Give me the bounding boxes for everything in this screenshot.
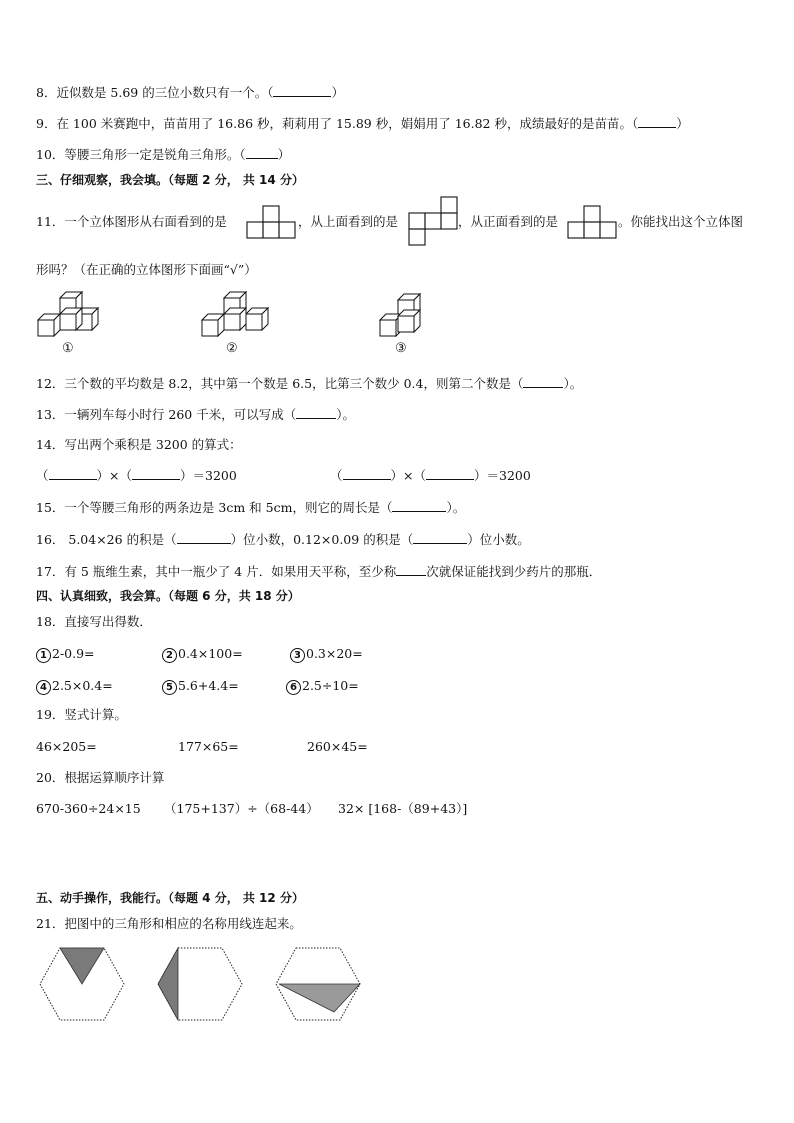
question-8: 8．近似数是 5.69 的三位小数只有一个。（ ） bbox=[36, 85, 344, 100]
top-view-figure bbox=[408, 196, 460, 246]
shaded-triangle-2[interactable] bbox=[158, 948, 178, 1020]
answer-blank[interactable] bbox=[177, 531, 231, 544]
question-11-text-b: ，从上面看到的是 bbox=[298, 214, 399, 229]
option-1-label[interactable]: ① bbox=[62, 341, 74, 356]
hexagon-figure-3[interactable] bbox=[274, 946, 364, 1026]
front-view-figure bbox=[567, 205, 619, 239]
q18-item-3: 3 0.3×20= bbox=[290, 646, 363, 663]
answer-blank[interactable] bbox=[396, 563, 426, 576]
question-16: 16． 5.04×26 的积是（ ）位小数，0.12×0.09 的积是（ ）位小数。 bbox=[36, 532, 530, 547]
question-11-text-a: 11．一个立体图形从右面看到的是 bbox=[36, 214, 227, 229]
hexagon-figure-1[interactable] bbox=[38, 946, 128, 1026]
question-11-text-e: 形吗？（在正确的立体图形下面画“√”） bbox=[36, 262, 257, 277]
solid-figure-1[interactable] bbox=[36, 290, 108, 338]
answer-blank[interactable] bbox=[132, 467, 180, 480]
answer-blank[interactable] bbox=[49, 467, 97, 480]
question-19: 19．竖式计算。 bbox=[36, 707, 127, 722]
q19-item-1: 46×205= bbox=[36, 739, 97, 754]
question-20: 20．根据运算顺序计算 bbox=[36, 770, 165, 785]
right-view-figure bbox=[246, 205, 298, 239]
answer-blank[interactable] bbox=[273, 84, 331, 97]
solid-figure-2[interactable] bbox=[200, 290, 272, 338]
question-15: 15．一个等腰三角形的两条边是 3cm 和 5cm，则它的周长是（ ）。 bbox=[36, 500, 466, 515]
q20-item-3: 32× [168-（89+43）] bbox=[338, 801, 468, 816]
q20-item-1: 670-360÷24×15 bbox=[36, 801, 141, 816]
section-4-heading: 四、认真细致，我会算。（每题 6 分，共 18 分） bbox=[36, 589, 300, 603]
answer-blank[interactable] bbox=[523, 375, 563, 388]
answer-blank[interactable] bbox=[392, 499, 446, 512]
q18-item-1: 1 2-0.9= bbox=[36, 646, 95, 663]
option-3-label[interactable]: ③ bbox=[395, 341, 407, 356]
q14-expression-2: （ ）×（ ）＝3200 bbox=[330, 468, 531, 483]
question-13: 13．一辆列车每小时行 260 千米，可以写成（ ）。 bbox=[36, 407, 355, 422]
q19-item-3: 260×45= bbox=[307, 739, 368, 754]
question-10: 10．等腰三角形一定是锐角三角形。（ ） bbox=[36, 147, 291, 162]
q18-item-4: 4 2.5×0.4= bbox=[36, 678, 113, 695]
question-18: 18．直接写出得数． bbox=[36, 614, 152, 629]
answer-blank[interactable] bbox=[343, 467, 391, 480]
question-21: 21．把图中的三角形和相应的名称用线连起来。 bbox=[36, 916, 302, 931]
question-14: 14．写出两个乘积是 3200 的算式： bbox=[36, 437, 242, 452]
section-3-heading: 三、仔细观察，我会填。（每题 2 分， 共 14 分） bbox=[36, 173, 304, 187]
question-9: 9．在 100 米赛跑中，苗苗用了 16.86 秒，莉莉用了 15.89 秒，娟娟用了 16.82 秒，成绩最好的是苗苗。（ ） bbox=[36, 116, 689, 131]
answer-blank[interactable] bbox=[296, 406, 336, 419]
question-12: 12．三个数的平均数是 8.2，其中第一个数是 6.5，比第三个数少 0.4，则第二个数是（ ）。 bbox=[36, 376, 583, 391]
q20-item-2: （175+137）÷（68-44） bbox=[164, 801, 319, 816]
q18-item-5: 5 5.6+4.4= bbox=[162, 678, 239, 695]
section-5-heading: 五、动手操作，我能行。（每题 4 分， 共 12 分） bbox=[36, 891, 304, 905]
q18-item-2: 2 0.4×100= bbox=[162, 646, 243, 663]
answer-blank[interactable] bbox=[413, 531, 467, 544]
answer-blank[interactable] bbox=[426, 467, 474, 480]
q18-item-6: 6 2.5÷10= bbox=[286, 678, 359, 695]
q19-item-2: 177×65= bbox=[178, 739, 239, 754]
option-2-label[interactable]: ② bbox=[226, 341, 238, 356]
q14-expression-1: （ ）×（ ）＝3200 bbox=[36, 468, 237, 483]
hexagon-figure-2[interactable] bbox=[156, 946, 246, 1026]
answer-blank[interactable] bbox=[638, 115, 676, 128]
answer-blank[interactable] bbox=[246, 146, 278, 159]
question-11-text-c: ，从正面看到的是 bbox=[458, 214, 559, 229]
question-17: 17．有 5 瓶维生素，其中一瓶少了 4 片．如果用天平称，至少称 次就保证能找到少药片的那瓶． bbox=[36, 564, 602, 579]
question-11-text-d: 。你能找出这个立体图 bbox=[618, 214, 744, 229]
solid-figure-3[interactable] bbox=[378, 292, 430, 338]
